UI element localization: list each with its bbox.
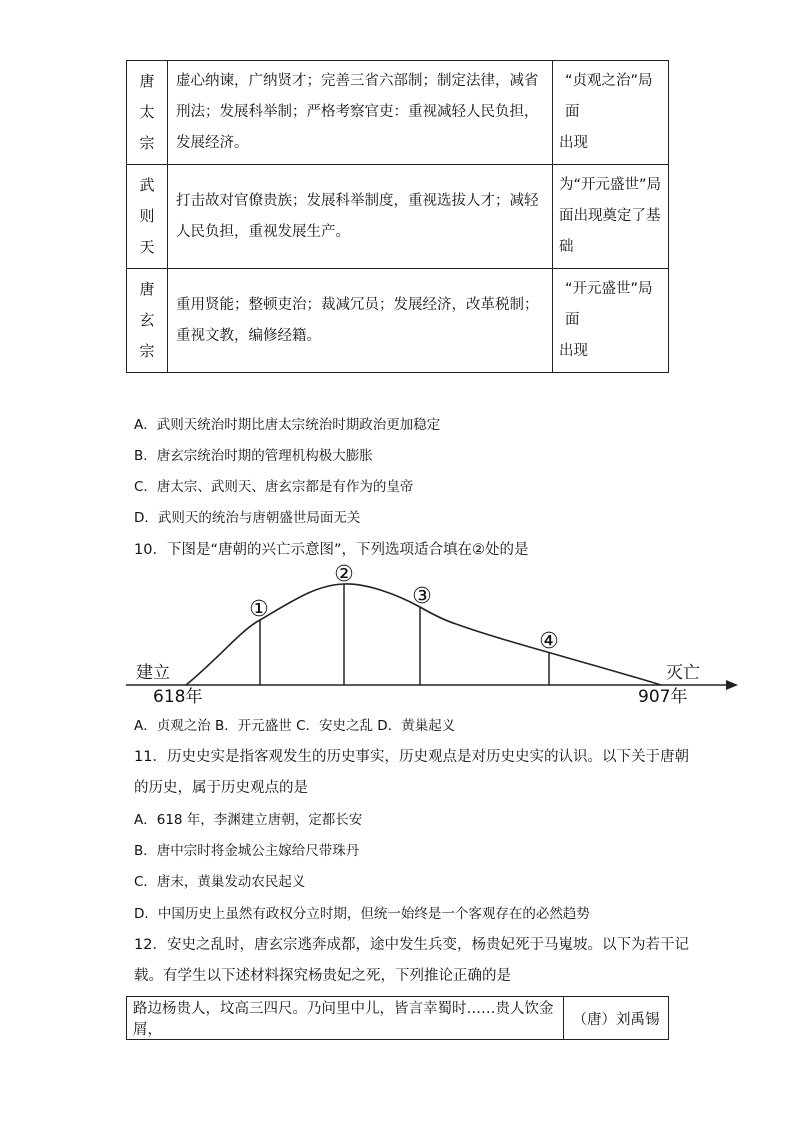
emperor-name-cell <box>127 61 168 165</box>
table-row <box>127 997 669 1040</box>
result-cell <box>553 61 669 165</box>
q11-option-c: C．唐末，黄巢发动农民起义 <box>134 874 306 890</box>
q9-option-c: C．唐太宗、武则天、唐玄宗都是有作为的皇帝 <box>134 479 414 495</box>
q10-options: A．贞观之治 B．开元盛世 C．安史之乱 D．黄巢起义 <box>134 718 456 734</box>
q11-question-line-2: 的历史，属于历史观点的是 <box>134 780 308 796</box>
result-cell <box>553 269 669 373</box>
founding-label: 建立 <box>136 663 170 683</box>
source-table <box>126 996 669 1040</box>
name-char: 武 <box>139 176 155 194</box>
result-line: 为“开元盛世”局 <box>559 177 662 193</box>
emperor-table <box>126 60 669 373</box>
emperor-name-cell <box>127 269 168 373</box>
q9-option-a: A．武则天统治时期比唐太宗统治时期政治更加稳定 <box>134 417 441 433</box>
fall-label: 灭亡 <box>666 663 700 683</box>
name-char: 唐 <box>139 280 155 298</box>
result-line: 面出现奠定了基础 <box>559 208 661 255</box>
emperor-name-cell <box>127 165 168 269</box>
q11-option-b: B．唐中宗时将金城公主嫁给尺带珠丹 <box>134 843 360 859</box>
table-row <box>127 269 669 373</box>
q11-option-d: D．中国历史上虽然有政权分立时期，但统一始终是一个客观存在的必然趋势 <box>134 906 590 922</box>
policy-line: 重用贤能；整顿吏治；裁减冗员；发展经济，改革税制； <box>176 296 539 313</box>
name-char: 则 <box>139 207 155 225</box>
marker-label-3: ③ <box>412 584 432 609</box>
tang-rise-fall-diagram <box>126 558 738 708</box>
q12-question-line-1: 12．安史之乱时，唐玄宗逃奔成都，途中发生兵变，杨贵妃死于马嵬坡。以下为若干记 <box>134 937 689 953</box>
policy-cell <box>168 165 553 269</box>
policy-line: 打击故对官僚贵族；发展科举制度，重视选拔人才；减轻 <box>176 192 539 209</box>
policy-line: 发展经济。 <box>176 135 249 151</box>
name-char: 唐 <box>139 72 155 90</box>
source-quote: 路边杨贵人，坟高三四尺。乃问里中儿，皆言幸蜀时……贵人饮金屑， <box>127 997 564 1040</box>
marker-label-4: ④ <box>539 629 559 654</box>
table-row <box>127 61 669 165</box>
source-author: （唐）刘禹锡 <box>564 997 669 1040</box>
name-char: 宗 <box>139 134 155 152</box>
policy-line: 刑法；发展科举制；严格考察官吏：重视减轻人民负担， <box>176 104 539 120</box>
axis-arrow-icon <box>726 680 738 690</box>
marker-label-2: ② <box>334 562 354 587</box>
q11-option-a: A．618 年，李渊建立唐朝，定都长安 <box>134 812 363 828</box>
policy-line: 人民负担，重视发展生产。 <box>176 223 350 240</box>
name-char: 天 <box>139 238 155 256</box>
table-row <box>127 165 669 269</box>
result-line: 出现 <box>559 135 588 151</box>
q10-question: 10．下图是“唐朝的兴亡示意图”，下列选项适合填在②处的是 <box>134 542 529 558</box>
marker-label-1: ① <box>249 597 269 622</box>
result-cell <box>553 165 669 269</box>
q12-question-line-2: 载。有学生以下述材料探究杨贵妃之死，下列推论正确的是 <box>134 968 511 984</box>
founding-year: 618年 <box>153 687 203 707</box>
q9-option-d: D．武则天的统治与唐朝盛世局面无关 <box>134 510 361 526</box>
policy-cell <box>168 269 553 373</box>
result-line: “贞观之治”局面 <box>565 73 653 120</box>
q11-question-line-1: 11．历史史实是指客观发生的历史事实，历史观点是对历史史实的认识。以下关于唐朝 <box>134 749 689 765</box>
result-line: 出现 <box>559 343 588 359</box>
q9-option-b: B．唐玄宗统治时期的管理机构极大膨胀 <box>134 448 373 464</box>
policy-line: 虚心纳谏，广纳贤才；完善三省六部制；制定法律，减省 <box>176 73 539 89</box>
policy-cell <box>168 61 553 165</box>
name-char: 玄 <box>139 311 155 329</box>
result-line: “开元盛世”局面 <box>565 281 653 328</box>
policy-line: 重视文教，编修经籍。 <box>176 327 321 344</box>
name-char: 太 <box>139 103 155 121</box>
name-char: 宗 <box>139 342 155 360</box>
fall-year: 907年 <box>638 687 688 707</box>
